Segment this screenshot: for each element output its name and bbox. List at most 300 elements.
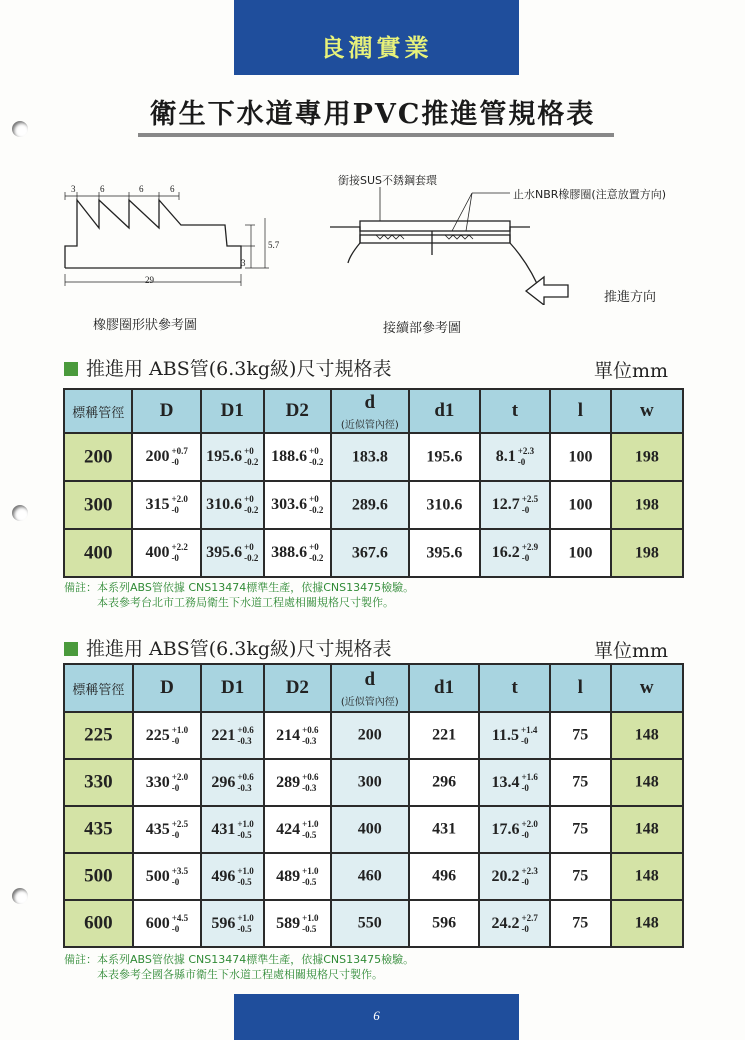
cell-D2 (264, 712, 331, 759)
cell-value: 75 (572, 914, 589, 932)
tolerance (172, 772, 188, 794)
cell-t (480, 433, 550, 481)
cell-w (611, 806, 684, 853)
header-d1: d1 (409, 664, 479, 712)
tolerance (522, 542, 538, 564)
spec-table-2 (63, 663, 684, 948)
cell-t (479, 853, 550, 900)
cell-d (331, 759, 409, 806)
tolerance-lower: -0 (521, 876, 529, 887)
binder-hole (12, 505, 28, 521)
tolerance (309, 446, 323, 468)
cell-value: 12.7 (491, 496, 520, 513)
tolerance (521, 913, 537, 935)
tolerance-lower: -0 (521, 829, 529, 840)
table-row (64, 759, 683, 806)
cell-value: 367.6 (351, 544, 388, 562)
cell-value: 435 (145, 820, 170, 838)
tolerance (172, 866, 188, 888)
cell-value: 431 (432, 820, 457, 838)
tolerance-upper: +0 (244, 446, 254, 456)
tolerance-upper: +2.5 (521, 494, 539, 504)
cell-D1 (201, 900, 264, 947)
tolerance-upper: +1.0 (302, 912, 319, 923)
tolerance (237, 725, 253, 747)
cell-value: 289.6 (351, 496, 388, 514)
tolerance (237, 866, 253, 888)
table2-title-text: 推進用 ABS管(6.3kg級)尺寸規格表 (86, 638, 392, 660)
cell-nominal (64, 433, 132, 481)
cell-value: 13.4 (491, 773, 520, 791)
header-w: w (611, 389, 683, 433)
cell-D (133, 853, 202, 900)
cell-D2 (264, 806, 331, 853)
cell-D2 (264, 481, 331, 529)
cell-d1 (409, 481, 480, 529)
sus-label: 銜接SUS不銹鋼套環 (338, 174, 438, 187)
tolerance-upper: +2.3 (517, 446, 535, 456)
tolerance-lower: -0 (171, 505, 179, 515)
tolerance-lower: -0 (171, 829, 180, 840)
dim-label: 3 (71, 184, 76, 194)
cell-value: 600 (145, 914, 170, 932)
cell-d1 (409, 433, 480, 481)
tolerance (521, 725, 537, 747)
tolerance-upper: +0.6 (302, 771, 319, 782)
cell-value: 289 (276, 773, 301, 791)
tolerance-upper: +4.5 (171, 912, 189, 923)
tolerance (237, 819, 253, 841)
tolerance-upper: +0 (309, 494, 319, 504)
tolerance-lower: -0.5 (302, 876, 317, 887)
tolerance (172, 913, 188, 935)
tolerance-lower: -0 (521, 782, 529, 793)
note-line: 備註：本系列ABS管依據 CNS13474標準生產，依據CNS13475檢驗。 (64, 581, 415, 594)
cell-value: 148 (634, 867, 659, 885)
dim-label: 3 (241, 258, 246, 268)
cell-value: 315 (145, 496, 170, 513)
tolerance (309, 542, 323, 564)
tolerance-lower: -0.3 (237, 782, 252, 793)
cell-nominal (64, 900, 133, 947)
cell-t (479, 712, 550, 759)
tolerance-upper: +0 (309, 542, 319, 552)
header-D: D (132, 389, 200, 433)
dim-label: 29 (145, 275, 154, 285)
tolerance (172, 725, 188, 747)
cell-d1 (409, 806, 479, 853)
tolerance-upper: +1.0 (302, 818, 319, 829)
cell-l (550, 806, 611, 853)
tolerance-lower: -0.3 (237, 735, 252, 746)
tolerance-upper: +2.3 (521, 865, 538, 876)
header-d (331, 389, 409, 433)
tolerance (244, 446, 258, 468)
tolerance (521, 866, 537, 888)
cell-value: 303.6 (271, 496, 308, 513)
tolerance-lower: -0.2 (309, 457, 324, 467)
tolerance (518, 446, 534, 468)
cell-nominal (64, 853, 133, 900)
tolerance-upper: +1.0 (171, 724, 189, 735)
cell-value: 198 (634, 544, 659, 562)
cell-d (331, 529, 409, 577)
section-bullet (64, 642, 78, 656)
header-D: D (133, 664, 202, 712)
header-D1: D1 (201, 664, 264, 712)
tolerance-lower: -0 (171, 923, 180, 934)
table-row (64, 853, 683, 900)
cell-l (550, 900, 611, 947)
cell-value: 198 (634, 448, 659, 466)
cell-value: 296 (432, 773, 457, 791)
tolerance-lower: -0.2 (244, 457, 259, 467)
cell-value: 148 (634, 726, 659, 744)
tolerance-lower: -0 (521, 553, 530, 563)
tolerance-lower: -0 (171, 876, 180, 887)
dim-label: 5.7 (268, 240, 280, 250)
tolerance-upper: +1.6 (521, 771, 538, 782)
cell-D (132, 433, 200, 481)
cell-d (331, 433, 409, 481)
cell-d1 (409, 529, 480, 577)
page-number: 6 (373, 1008, 380, 1023)
cell-value: 100 (568, 496, 593, 514)
tolerance (302, 913, 318, 935)
cell-value: 388.6 (271, 544, 308, 561)
cell-w (611, 853, 684, 900)
header-l: l (550, 389, 611, 433)
tolerance (171, 542, 187, 564)
cell-w (611, 900, 684, 947)
binder-hole (12, 888, 28, 904)
tolerance-upper: +0 (244, 542, 254, 552)
cell-D1 (201, 529, 264, 577)
tolerance (237, 772, 253, 794)
dim-label: 6 (100, 184, 105, 194)
cell-l (550, 529, 611, 577)
cell-value: 11.5 (491, 726, 519, 744)
header-nominal: 標稱管徑 (64, 389, 132, 433)
cell-value: 300 (357, 773, 382, 791)
cell-value: 75 (572, 726, 589, 744)
tolerance-lower: -0 (171, 782, 180, 793)
note-line: 本表參考全國各縣市衛生下水道工程處相關規格尺寸製作。 (97, 968, 383, 981)
cell-value: 24.2 (491, 914, 520, 932)
cell-l (550, 481, 611, 529)
header-nominal: 標稱管徑 (64, 664, 133, 712)
tolerance-lower: -0.2 (309, 553, 324, 563)
cell-D (132, 529, 200, 577)
tolerance-upper: +0.6 (237, 771, 254, 782)
tolerance-lower: -0.2 (244, 553, 259, 563)
cell-value: 596 (211, 914, 236, 932)
section-bullet (64, 362, 78, 376)
table-row (64, 481, 683, 529)
cell-nominal (64, 759, 133, 806)
tolerance (302, 772, 318, 794)
header-t: t (480, 389, 550, 433)
tolerance (302, 866, 318, 888)
tolerance (237, 913, 253, 935)
cell-d1 (409, 853, 479, 900)
cell-value: 148 (634, 820, 659, 838)
note-line: 本表參考台北市工務局衛生下水道工程處相關規格尺寸製作。 (97, 596, 394, 609)
cell-value: 400 (145, 544, 170, 561)
cell-w (611, 481, 683, 529)
cell-value: 424 (276, 820, 301, 838)
cell-value: 489 (276, 867, 301, 885)
cell-D1 (201, 759, 264, 806)
cell-value: 431 (211, 820, 236, 838)
cell-d (331, 806, 409, 853)
tolerance-lower: -0.5 (302, 923, 317, 934)
tolerance-upper: +3.5 (171, 865, 189, 876)
cell-value: 195.6 (426, 448, 463, 466)
tolerance (309, 494, 323, 516)
header-D1: D1 (201, 389, 264, 433)
note-line: 備註：本系列ABS管依據 CNS13474標準生產，依據CNS13475檢驗。 (64, 953, 415, 966)
cell-value: 195.6 (206, 448, 243, 465)
tolerance-lower: -0.5 (237, 923, 252, 934)
cell-D2 (264, 433, 331, 481)
cell-w (611, 759, 684, 806)
cell-value: 395.6 (426, 544, 463, 562)
cell-t (479, 900, 550, 947)
tolerance (521, 772, 537, 794)
cell-D (132, 481, 200, 529)
tolerance-upper: +1.0 (302, 865, 319, 876)
cell-nominal (64, 481, 132, 529)
cell-value: 460 (357, 867, 382, 885)
tolerance-upper: +0 (244, 494, 254, 504)
table2-unit: 單位mm (594, 640, 669, 662)
tolerance-upper: +1.4 (521, 724, 538, 735)
cell-value: 8.1 (495, 448, 516, 465)
table-row (64, 900, 683, 947)
tolerance-upper: +2.5 (171, 818, 189, 829)
cell-value: 550 (357, 914, 382, 932)
tolerance-upper: +0.6 (237, 724, 254, 735)
cell-d1 (409, 759, 479, 806)
joint-caption: 接續部參考圖 (383, 321, 462, 336)
header-l: l (550, 664, 611, 712)
page-footer-bar (234, 994, 519, 1040)
cell-D2 (264, 900, 331, 947)
tolerance (522, 494, 538, 516)
cell-value: 17.6 (491, 820, 520, 838)
cell-value: 596 (432, 914, 457, 932)
cell-value: 198 (634, 496, 659, 514)
table1-title-text: 推進用 ABS管(6.3kg級)尺寸規格表 (86, 358, 392, 380)
cell-D1 (201, 712, 264, 759)
cell-value: 496 (211, 867, 236, 885)
tolerance-upper: +2.2 (171, 542, 188, 552)
cell-l (550, 712, 611, 759)
header-D2: D2 (264, 389, 331, 433)
table-row (64, 433, 683, 481)
cell-l (550, 853, 611, 900)
tolerance-upper: +0 (309, 446, 319, 456)
tolerance-lower: -0 (521, 505, 530, 515)
tolerance-lower: -0 (171, 553, 179, 563)
cell-D2 (264, 853, 331, 900)
cell-value: 395.6 (206, 544, 243, 561)
cell-t (480, 529, 550, 577)
cell-nominal (64, 529, 132, 577)
tolerance-upper: +2.9 (521, 542, 539, 552)
header-d (331, 664, 409, 712)
cell-value: 296 (211, 773, 236, 791)
tolerance-lower: -0.5 (237, 876, 252, 887)
header-d-sub: (近似管內徑) (340, 419, 399, 431)
table1-note (64, 580, 414, 610)
cell-D1 (201, 433, 264, 481)
header-d1: d1 (409, 389, 480, 433)
cell-value: 16.2 (491, 544, 520, 561)
tolerance (302, 819, 318, 841)
cell-value: 200 (357, 726, 382, 744)
tolerance-lower: -0.3 (302, 782, 317, 793)
table2-note (64, 952, 414, 982)
cell-nominal (64, 712, 133, 759)
table-row (64, 529, 683, 577)
cell-l (550, 433, 611, 481)
tolerance-lower: -0.5 (302, 829, 317, 840)
cell-value: 221 (211, 726, 236, 744)
cell-value: 200 (83, 446, 113, 468)
cell-D1 (201, 853, 264, 900)
cell-value: 225 (145, 726, 170, 744)
cell-nominal (64, 806, 133, 853)
cell-value: 400 (83, 542, 113, 564)
tolerance (171, 494, 187, 516)
page-title: 衛生下水道專用PVC推進管規格表 (149, 99, 596, 130)
dim-label: 6 (139, 184, 144, 194)
brand-banner (234, 0, 519, 75)
tolerance-upper: +2.7 (521, 912, 538, 923)
cell-value: 221 (432, 726, 457, 744)
cell-D (133, 759, 202, 806)
tolerance-upper: +1.0 (237, 865, 254, 876)
push-direction-label: 推進方向 (604, 290, 657, 305)
cell-value: 225 (84, 724, 113, 746)
table2-title (64, 634, 391, 661)
cell-w (611, 433, 683, 481)
cell-D1 (201, 806, 264, 853)
cell-value: 75 (572, 773, 589, 791)
cell-D1 (201, 481, 264, 529)
tolerance (244, 542, 258, 564)
cell-w (611, 529, 683, 577)
title-underline (138, 133, 614, 137)
cell-t (479, 759, 550, 806)
cell-w (611, 712, 684, 759)
tolerance-lower: -0 (521, 923, 529, 934)
tolerance-lower: -0 (171, 457, 179, 467)
cell-value: 400 (357, 820, 382, 838)
table1-title (64, 354, 391, 381)
tolerance-upper: +0.6 (302, 724, 319, 735)
tolerance (171, 446, 187, 468)
tolerance-lower: -0.2 (244, 505, 259, 515)
cell-value: 589 (276, 914, 301, 932)
cell-value: 330 (145, 773, 170, 791)
cell-value: 330 (84, 771, 113, 793)
header-d-label: d (364, 668, 376, 690)
spec-table-1 (63, 388, 684, 578)
cell-value: 148 (634, 773, 659, 791)
cell-value: 148 (634, 914, 659, 932)
tolerance-lower: -0.2 (309, 505, 324, 515)
table-row (64, 806, 683, 853)
cell-d1 (409, 712, 479, 759)
tolerance (244, 494, 258, 516)
cell-D (133, 806, 202, 853)
cell-value: 188.6 (271, 448, 308, 465)
tolerance-upper: +1.0 (237, 912, 254, 923)
header-d-sub: (近似管內徑) (340, 696, 399, 708)
cell-d1 (409, 900, 479, 947)
cell-value: 20.2 (491, 867, 520, 885)
cell-d (331, 853, 409, 900)
cell-value: 600 (84, 912, 113, 934)
cell-value: 183.8 (351, 448, 388, 466)
cell-l (550, 759, 611, 806)
tolerance (172, 819, 188, 841)
tolerance-lower: -0 (517, 457, 526, 467)
cell-value: 310.6 (206, 496, 243, 513)
cell-value: 310.6 (426, 496, 463, 514)
cell-value: 500 (84, 865, 113, 887)
cell-D (133, 712, 202, 759)
brand-name: 良潤實業 (320, 34, 433, 62)
gasket-caption: 橡膠圈形狀參考圖 (93, 318, 198, 333)
cell-value: 214 (276, 726, 301, 744)
cell-value: 75 (572, 820, 589, 838)
tolerance-lower: -0.5 (237, 829, 252, 840)
tolerance-upper: +1.0 (237, 818, 254, 829)
tolerance-lower: -0 (171, 735, 180, 746)
cell-d (331, 481, 409, 529)
tolerance-upper: +2.0 (171, 771, 189, 782)
tolerance-upper: +2.0 (521, 818, 538, 829)
tolerance-lower: -0 (521, 735, 529, 746)
table1-unit: 單位mm (594, 360, 669, 382)
cell-value: 496 (432, 867, 457, 885)
cell-value: 100 (568, 544, 593, 562)
header-D2: D2 (264, 664, 331, 712)
cell-value: 300 (83, 494, 113, 516)
dim-label: 6 (170, 184, 175, 194)
table-row (64, 712, 683, 759)
cell-value: 75 (572, 867, 589, 885)
header-t: t (479, 664, 550, 712)
nbr-label: 止水NBR橡膠圈(注意放置方向) (513, 188, 667, 201)
cell-value: 435 (84, 818, 113, 840)
cell-D2 (264, 759, 331, 806)
cell-D2 (264, 529, 331, 577)
cell-value: 100 (568, 448, 593, 466)
cell-value: 500 (145, 867, 170, 885)
cell-t (480, 481, 550, 529)
cell-d (331, 712, 409, 759)
cell-t (479, 806, 550, 853)
header-d-label: d (364, 391, 376, 413)
tolerance (521, 819, 537, 841)
cell-D (133, 900, 202, 947)
cell-d (331, 900, 409, 947)
